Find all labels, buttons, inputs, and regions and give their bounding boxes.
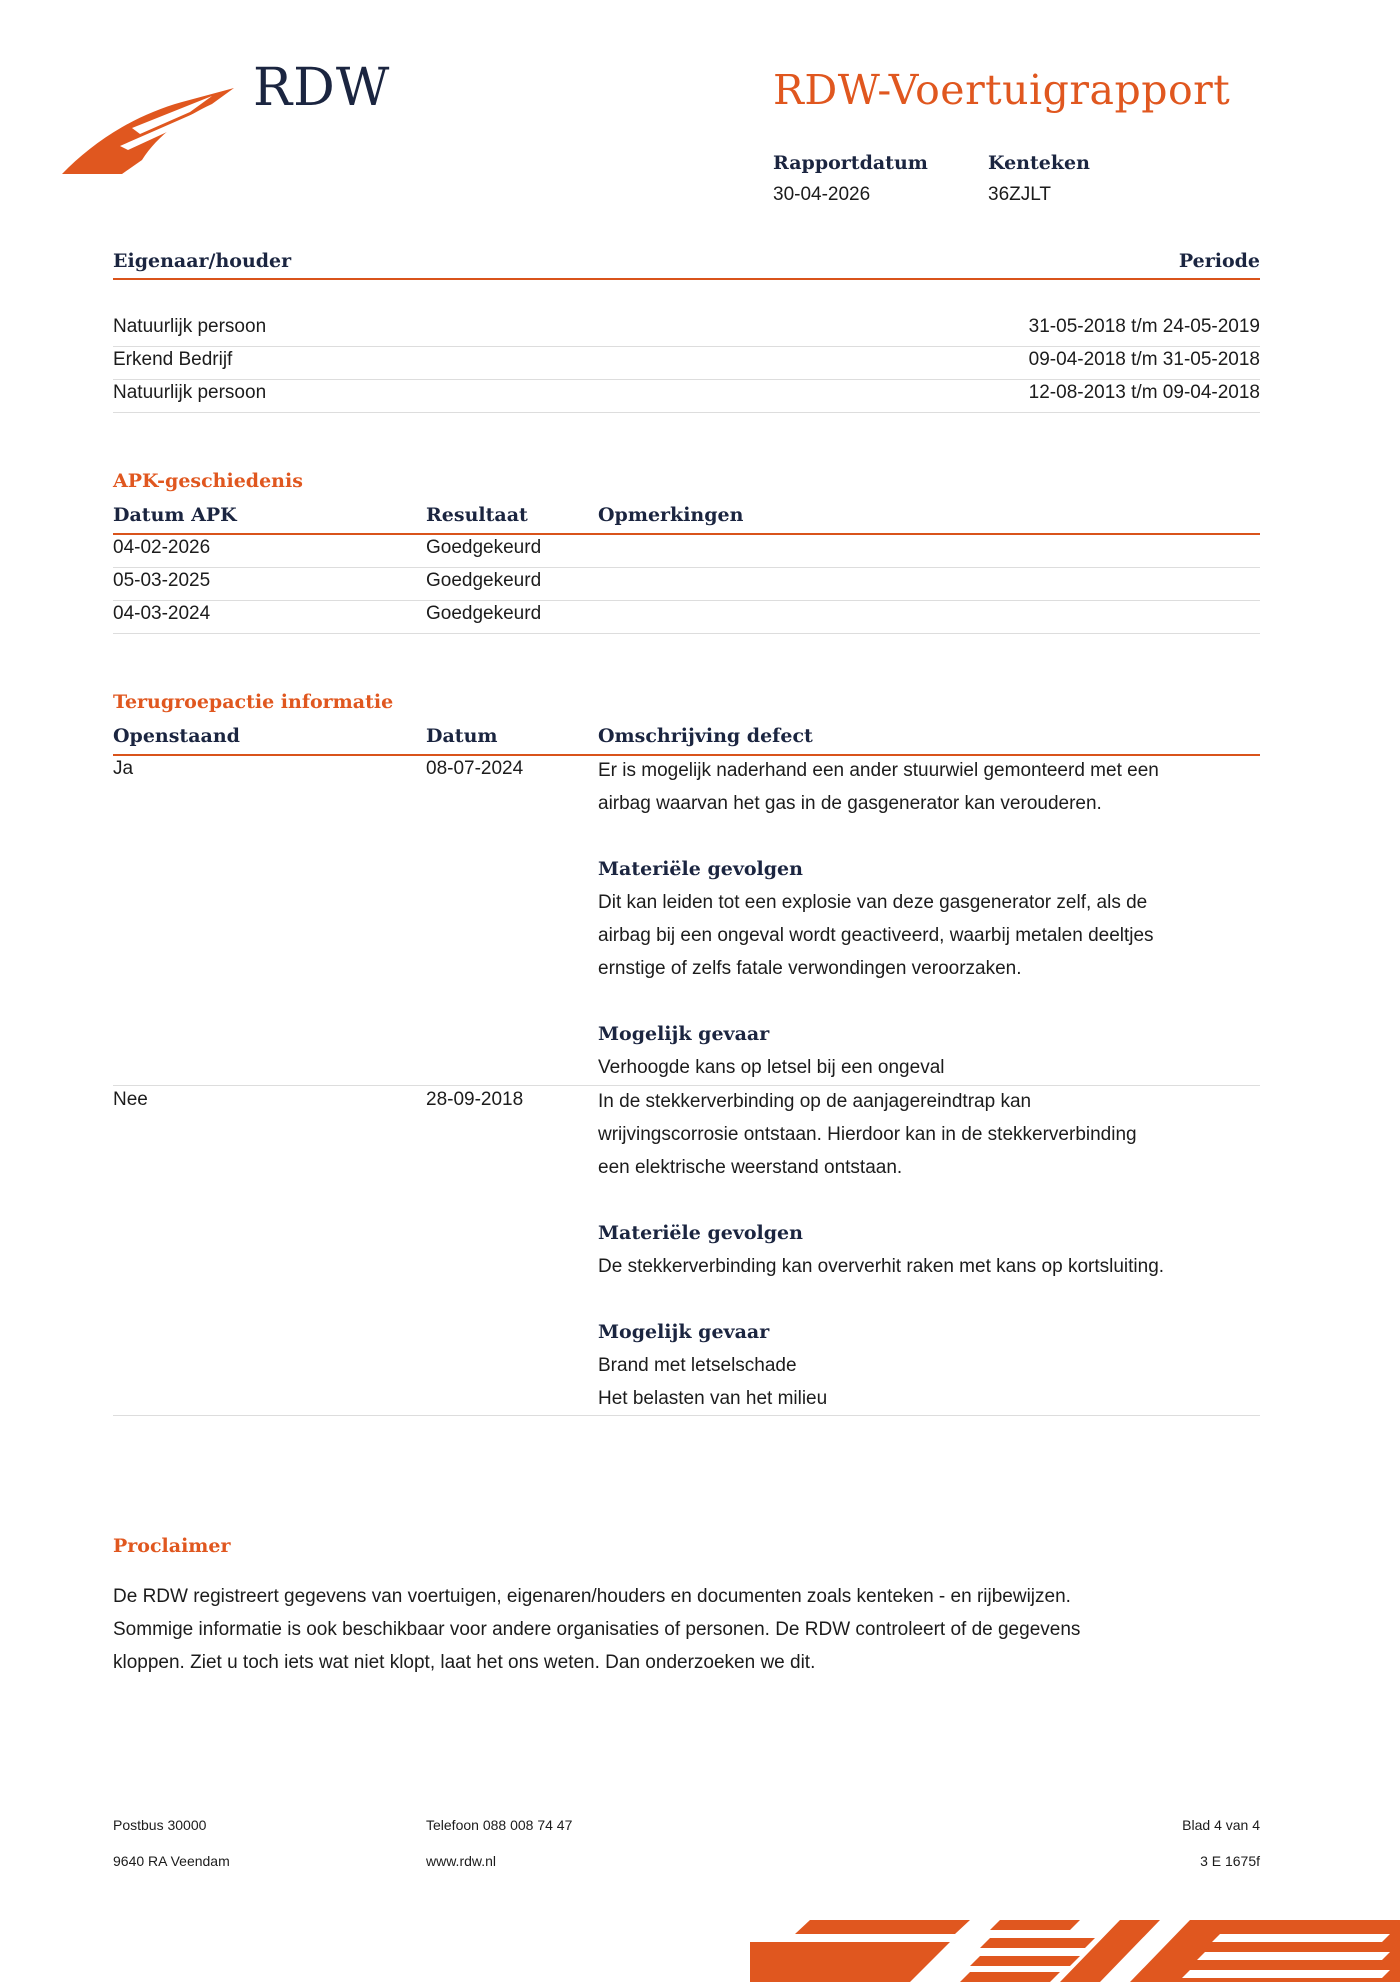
recall-open-header: Openstaand (113, 725, 240, 747)
apk-row-2-result: Goedgekeurd (426, 570, 542, 591)
owner-row-2-period: 09-04-2018 t/m 31-05-2018 (1028, 349, 1260, 370)
footer-address-2: 9640 RA Veendam (113, 1853, 230, 1869)
danger-line: Verhoogde kans op letsel bij een ongeval (598, 1057, 945, 1078)
rdw-logo-icon (62, 88, 234, 178)
recall-date-header: Datum (426, 725, 498, 747)
consequences-heading: Materiële gevolgen (598, 858, 803, 880)
danger-heading: Mogelijk gevaar (598, 1321, 770, 1343)
apk-row-3-result: Goedgekeurd (426, 603, 542, 624)
owners-header-rule (113, 278, 1260, 280)
row-divider (113, 412, 1260, 413)
description-line: airbag waarvan het gas in de gasgenerator kan verouderen. (598, 793, 1102, 814)
apk-row-3-date: 04-03-2024 (113, 603, 211, 624)
proclaimer-body (113, 1580, 1273, 1679)
proclaimer-title: Proclaimer (113, 1535, 231, 1557)
recall-row-2-open: Nee (113, 1089, 148, 1110)
owner-row-2-owner: Erkend Bedrijf (113, 349, 233, 370)
footer-phone: Telefoon 088 008 74 47 (426, 1817, 573, 1833)
recall-section-title: Terugroepactie informatie (113, 691, 394, 713)
plate-value: 36ZJLT (988, 184, 1052, 205)
report-title: RDW-Voertuigrapport (773, 66, 1231, 114)
footer-page-number: Blad 4 van 4 (1182, 1817, 1260, 1833)
recall-row-2-date: 28-09-2018 (426, 1089, 524, 1110)
report-date-label: Rapportdatum (773, 152, 928, 174)
apk-section-title: APK-geschiedenis (113, 470, 303, 492)
owner-column-header: Eigenaar/houder (113, 250, 292, 272)
proclaimer-line: kloppen. Ziet u toch iets wat niet klopt, laat het ons weten. Dan onderzoeken we dit. (113, 1652, 816, 1673)
danger-line: Brand met letselschade (598, 1355, 797, 1376)
row-divider (113, 346, 1260, 347)
consequences-line: ernstige of zelfs fatale verwondingen veroorzaken. (598, 958, 1022, 979)
consequences-line: De stekkerverbinding kan oververhit raken met kans op kortsluiting. (598, 1256, 1165, 1277)
description-line: In de stekkerverbinding op de aanjagereindtrap kan (598, 1091, 1032, 1112)
footer-address-1: Postbus 30000 (113, 1817, 207, 1833)
description-line: Er is mogelijk naderhand een ander stuurwiel gemonteerd met een (598, 760, 1159, 781)
owner-row-1-period: 31-05-2018 t/m 24-05-2019 (1028, 316, 1260, 337)
logo-text: RDW (253, 58, 391, 118)
description-line: wrijvingscorrosie ontstaan. Hierdoor kan in de stekkerverbinding (598, 1124, 1137, 1145)
period-column-header: Periode (1178, 250, 1260, 272)
recall-row-1-open: Ja (113, 758, 134, 779)
recall-row-2-description (598, 1085, 1258, 1415)
row-divider (113, 1415, 1260, 1416)
row-divider (113, 600, 1260, 601)
apk-row-1-result: Goedgekeurd (426, 537, 542, 558)
description-line: een elektrische weerstand ontstaan. (598, 1157, 903, 1178)
footer-document-code: 3 E 1675f (1200, 1853, 1260, 1869)
footer-website-link[interactable]: www.rdw.nl (426, 1853, 497, 1869)
apk-remarks-header: Opmerkingen (598, 504, 744, 526)
row-divider (113, 379, 1260, 380)
apk-date-header: Datum APK (113, 504, 237, 526)
consequences-heading: Materiële gevolgen (598, 1222, 803, 1244)
owner-row-3-period: 12-08-2013 t/m 09-04-2018 (1028, 382, 1260, 403)
recall-row-1-date: 08-07-2024 (426, 758, 524, 779)
apk-row-2-date: 05-03-2025 (113, 570, 211, 591)
recall-row-1-description (598, 754, 1258, 1084)
danger-heading: Mogelijk gevaar (598, 1023, 770, 1045)
decorative-stripes-icon (750, 1920, 1400, 1982)
recall-description-header: Omschrijving defect (598, 725, 813, 747)
owner-row-3-owner: Natuurlijk persoon (113, 382, 267, 403)
owner-row-1-owner: Natuurlijk persoon (113, 316, 267, 337)
apk-header-rule (113, 533, 1260, 535)
plate-label: Kenteken (988, 152, 1090, 174)
report-date-value: 30-04-2026 (773, 184, 871, 205)
apk-row-1-date: 04-02-2026 (113, 537, 211, 558)
proclaimer-line: Sommige informatie is ook beschikbaar voor andere organisaties of personen. De RDW controleert of de gegevens (113, 1619, 1081, 1640)
consequences-line: airbag bij een ongeval wordt geactiveerd, waarbij metalen deeltjes (598, 925, 1154, 946)
consequences-line: Dit kan leiden tot een explosie van deze gasgenerator zelf, als de (598, 892, 1148, 913)
row-divider (113, 633, 1260, 634)
apk-result-header: Resultaat (426, 504, 528, 526)
danger-line: Het belasten van het milieu (598, 1388, 828, 1409)
row-divider (113, 567, 1260, 568)
proclaimer-line: De RDW registreert gegevens van voertuigen, eigenaren/houders en documenten zoals kenteken - en rijbewijzen. (113, 1586, 1071, 1607)
